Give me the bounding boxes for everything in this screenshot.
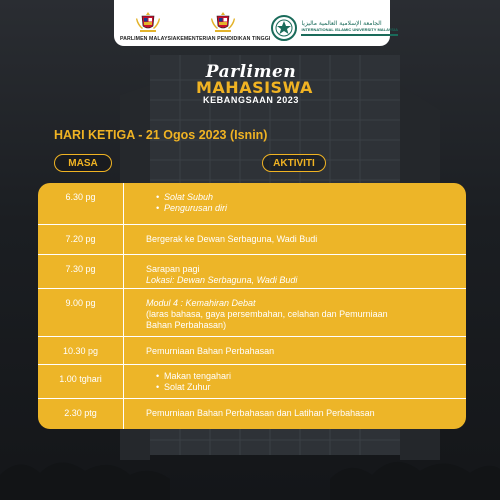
activity-line: (laras bahasa, gaya persembahan, celahan dan Pemurniaan [146,309,388,319]
schedule-row [38,289,466,337]
coat-of-arms-icon [210,11,236,33]
row-time: 10.30 pg [38,337,124,364]
activity-bullet: • Pengurusan diri [156,203,466,214]
schedule-row [38,399,466,429]
row-activity [124,289,466,336]
title-main-text: MAHASISWA [196,78,313,97]
logo-caption: PARLIMEN MALAYSIA [120,36,177,42]
row-time: 2.30 ptg [38,399,124,429]
logo-strip [114,0,398,46]
activity-bullet: • Solat Zuhur [156,382,466,393]
row-activity: Pemurniaan Bahan Perbahasan [146,346,275,356]
schedule-row [38,365,466,399]
title-sub-text: KEBANGSAAN 2023 [202,95,300,105]
row-time: 7.30 pg [38,255,124,288]
row-time: 1.00 tghari [38,365,124,398]
row-activity: Bergerak ke Dewan Serbaguna, Wadi Budi [146,234,318,244]
schedule-row [38,255,466,289]
iium-emblem-icon [270,14,298,42]
row-activity [124,365,466,398]
logo-parlimen-malaysia [120,11,176,42]
row-activity [124,255,466,288]
column-header-time: MASA [54,154,112,172]
activity-line: Bahan Perbahasan) [146,320,227,330]
row-time: 6.30 pg [38,183,124,224]
activity-bullet: • Makan tengahari [156,371,466,382]
logo-caption: KEMENTERIAN PENDIDIKAN TINGGI [176,36,271,42]
activity-line: Sarapan pagi [146,264,200,274]
row-activity: Pemurniaan Bahan Perbahasan dan Latihan Perbahasan [146,408,375,418]
iium-underline [301,34,398,36]
iium-wordmark [301,20,398,36]
activity-location: Lokasi: Dewan Serbaguna, Wadi Budi [146,275,298,285]
activity-bullet: • Solat Subuh [156,192,466,203]
schedule-row [38,183,466,225]
row-time: 7.20 pg [38,225,124,254]
schedule-row [38,225,466,255]
column-header-activity: AKTIVITI [262,154,326,172]
iium-arabic-name: الجامعة الإسلامية العالمية ماليزيا [301,20,382,27]
activity-module-title: Modul 4 : Kemahiran Debat [146,298,256,308]
schedule-row [38,337,466,365]
day-heading: HARI KETIGA - 21 Ogos 2023 (Isnin) [54,128,268,142]
event-title [196,62,313,106]
coat-of-arms-icon [135,11,161,33]
title-script-text: Parlimen [205,62,297,82]
schedule-table [38,183,466,429]
iium-english-name: INTERNATIONAL ISLAMIC UNIVERSITY MALAYSIA [301,27,398,32]
logo-iium [270,14,398,42]
logo-kementerian-pendidikan-tinggi [176,11,270,42]
row-time: 9.00 pg [38,289,124,336]
row-activity [124,183,466,224]
trees-silhouette [0,445,500,500]
